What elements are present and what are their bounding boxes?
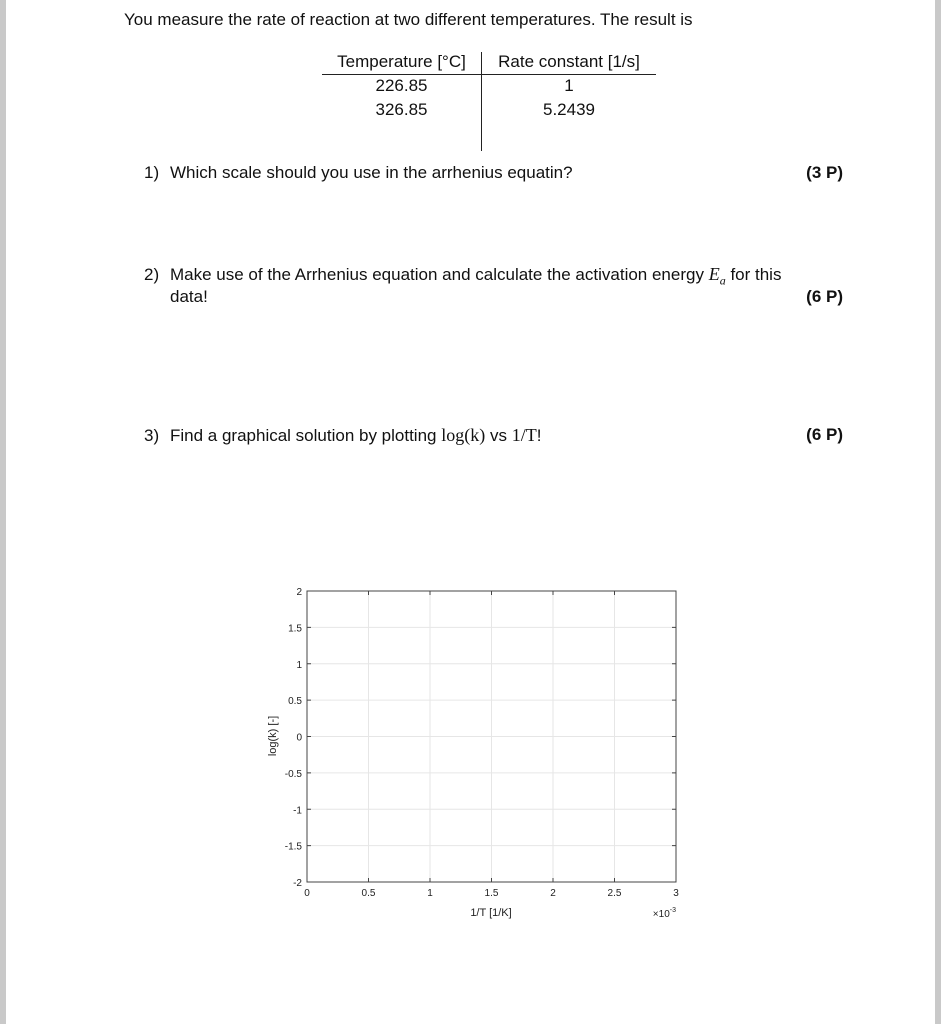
question-text-end: for this [730,265,782,284]
y-tick-label: -0.5 [284,768,302,780]
table-row [322,99,656,123]
question-text-end: ! [536,426,542,445]
question-3-points: (6 P) [806,425,843,444]
x-axis-multiplier: $\times 10^{-3}$ [652,907,676,920]
x-tick-label: 3 [673,888,679,899]
activation-energy-symbol: $E_a$ [708,264,726,288]
log-k-expression: log(k) [441,425,486,445]
y-tick-label: -2 [293,878,302,889]
intro-text: You measure the rate of reaction at two different temperatures. The result is [124,10,693,29]
question-number: 3) [144,426,160,445]
grid-lines [307,591,676,882]
x-tick-label: 1 [427,888,433,899]
question-text: Which scale should you use in the arrhenius equatin? [170,163,573,182]
rate-constant-header: Rate constant [1/s] [482,52,657,75]
table-header-row [322,52,656,75]
question-1-points: (3 P) [806,163,843,182]
y-tick-label: 1 [296,659,302,671]
y-tick-label: 0.5 [288,696,302,708]
x-axis-label: 1/T [1/K] [470,907,512,919]
table-row [322,75,656,100]
data-table [322,52,656,151]
tick-labels [285,587,679,899]
empty-chart [250,575,710,935]
question-text: Find a graphical solution by plotting [170,426,437,445]
x-tick-label: 0.5 [361,888,376,899]
y-tick-label: -1.5 [284,841,302,853]
x-tick-label: 2 [550,888,556,899]
question-2-continuation: data! [170,287,208,306]
rate-constant-cell: 5.2439 [543,100,595,119]
y-tick-label: -1 [293,805,302,817]
inverse-t-expression: 1/T [511,425,537,445]
temperature-cell: 226.85 [322,75,482,100]
question-2-points: (6 P) [806,287,843,306]
x-tick-label: 2.5 [607,888,622,899]
y-tick-label: 2 [296,587,302,598]
temperature-cell: 326.85 [322,99,482,123]
question-3 [144,425,541,446]
question-number: 1) [144,163,160,182]
question-1 [144,163,573,183]
y-tick-label: 1.5 [288,623,302,635]
y-axis-label: log(k) [-] [267,715,279,757]
temperature-header: Temperature [°C] [322,52,482,75]
question-2 [144,264,855,289]
table-spacer-row [322,123,656,151]
question-text: Make use of the Arrhenius equation and calculate the activation energy [170,265,704,284]
x-tick-label: 0 [304,888,310,899]
x-tick-label: 1.5 [484,888,499,899]
rate-constant-cell: 1 [564,76,574,95]
y-tick-label: 0 [296,732,302,744]
question-text-middle: vs [489,426,507,445]
question-number: 2) [144,265,160,284]
